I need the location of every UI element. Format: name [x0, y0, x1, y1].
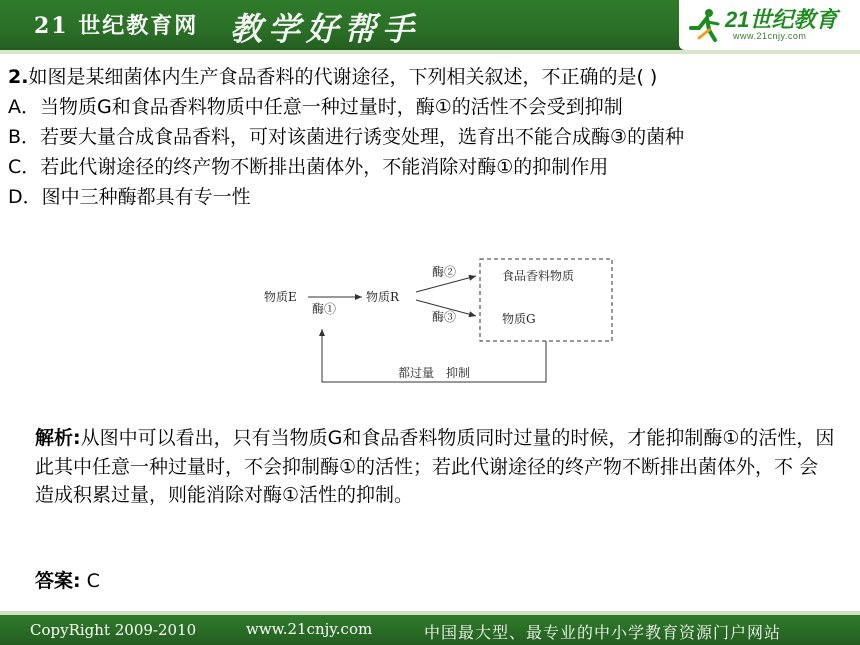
- analysis-label: 解析:: [35, 427, 81, 449]
- substance-e-label: 物质E: [264, 290, 297, 304]
- enzyme-3-label: 酶③: [432, 310, 457, 324]
- metabolic-pathway-diagram: [250, 254, 630, 389]
- header-bar: [0, 0, 860, 50]
- question-text: 如图是某细菌体内生产食品香料的代谢途径，下列相关叙述，不正确的是( ): [28, 66, 658, 88]
- runner-icon: [685, 6, 725, 44]
- copyright-text: CopyRight 2009-2010: [30, 621, 197, 639]
- option-b: B．若要大量合成食品香料，可对该菌进行诱变处理，选育出不能合成酶③的菌种: [8, 126, 685, 148]
- logo[interactable]: [679, 0, 860, 50]
- enzyme-1-label: 酶①: [312, 302, 337, 316]
- substance-g-label: 物质G: [502, 312, 536, 326]
- analysis-text: 从图中可以看出，只有当物质G和食品香料物质同时过量的时候，才能抑制酶①的活性，因此其中任意一种过量时，不会抑制酶①的活性；若此代谢途径的终产物不断排出菌体外，不 会造成积累过量，则能消除对酶①活性的抑制。: [35, 427, 835, 506]
- option-d: D．图中三种酶都具有专一性: [8, 186, 251, 208]
- header-slogan: 教学好帮手: [230, 10, 421, 48]
- logo-url: www.21cnjy.com: [733, 31, 807, 41]
- question-stem: [8, 62, 853, 92]
- site-name: 21 世纪教育网: [34, 13, 199, 39]
- logo-text: 21世纪教育: [725, 7, 838, 32]
- substance-r-label: 物质R: [366, 290, 400, 304]
- analysis-block: [35, 424, 835, 510]
- answer-block: [35, 566, 100, 593]
- footer-bar: [0, 615, 860, 645]
- option-a: A．当物质G和食品香料物质中任意一种过量时，酶①的活性不会受到抑制: [8, 96, 623, 118]
- feedback-label: 都过量 抑制: [398, 366, 471, 380]
- flavor-product-label: 食品香料物质: [502, 269, 575, 283]
- option-c: C．若此代谢途径的终产物不断排出菌体外，不能消除对酶①的抑制作用: [8, 156, 609, 178]
- header-divider: [0, 50, 860, 54]
- footer-url-link[interactable]: www.21cnjy.com: [246, 620, 373, 638]
- question-number: 2.: [8, 66, 29, 88]
- answer-value: C: [80, 570, 100, 592]
- enzyme-2-label: 酶②: [432, 265, 457, 279]
- question-block: [8, 62, 853, 212]
- footer-slogan: 中国最大型、最专业的中小学教育资源门户网站: [424, 623, 782, 642]
- answer-label: 答案:: [35, 570, 81, 592]
